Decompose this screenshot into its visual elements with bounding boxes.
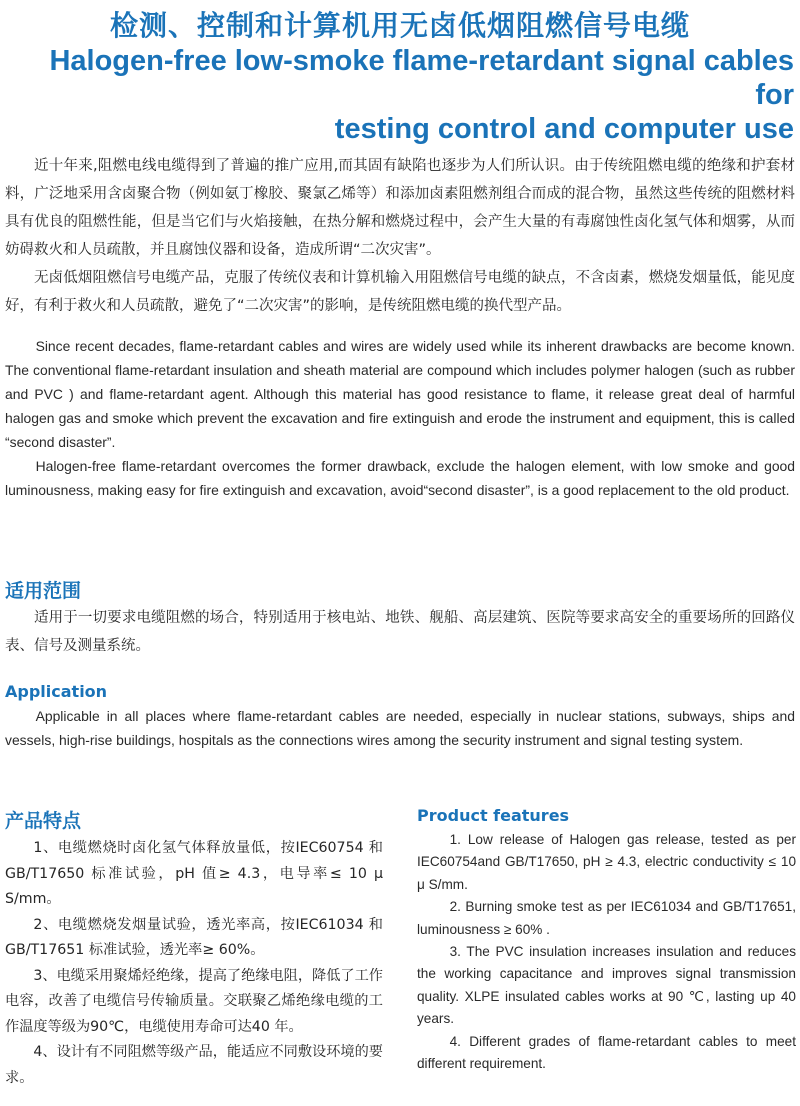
page-title-cn: 检测、控制和计算机用无卤低烟阻燃信号电缆	[109, 9, 690, 42]
feature-item-en-3: 3. The PVC insulation increases insulation and reduces the working capacitance and improves signal transmission quality. XLPE insulated cables works at 90 ℃, lasting up 40 years.	[417, 944, 796, 1027]
intro-cn-paragraph-1: 近十年来,阻燃电线电缆得到了普遍的推广应用,而其固有缺陷也逐步为人们所认识。由于传统阻燃电缆的绝缘和护套材料，广泛地采用含卤聚合物（例如氨丁橡胶、聚氯乙烯等）和添加卤素阻燃剂组合而成的混合物，虽然这些传统的阻燃材料具有优良的阻燃性能，但是当它们与火焰接触，在热分解和燃烧过程中，会产生大量的有毒腐蚀性卤化氢气体和烟雾，从而妨碍救火和人员疏散，并且腐蚀仪器和设备，造成所谓“二次灾害”。	[5, 158, 795, 258]
feature-item-en-2: 2. Burning smoke test as per IEC61034 and GB/T17651, luminousness ≥ 60% .	[417, 899, 796, 937]
application-text-cn: 适用于一切要求电缆阻燃的场合，特别适用于核电站、地铁、舰船、高层建筑、医院等要求高安全的重要场所的回路仪表、信号及测量系统。	[5, 610, 795, 654]
intro-en-paragraph-2: Halogen-free flame-retardant overcomes the former drawback, exclude the halogen element, with low smoke and good luminousness, making easy for fire extinguish and excavation, avoid“second disaster”, is a good replacement to the old product.	[5, 458, 795, 498]
feature-item-en-1: 1. Low release of Halogen gas release, tested as per IEC60754and GB/T17650, pH ≥ 4.3, electric conductivity ≤ 10 μ S/mm.	[417, 832, 796, 892]
page-title-en-line1: Halogen-free low-smoke flame-retardant signal cables for	[49, 45, 794, 111]
features-heading-en: Product features	[417, 806, 570, 825]
features-list-cn	[5, 836, 383, 1091]
feature-item-cn-3: 3、电缆采用聚烯烃绝缘，提高了绝缘电阻，降低了工作电容，改善了电缆信号传输质量。交联聚乙烯绝缘电缆的工作温度等级为90℃，电缆使用寿命可达40 年。	[5, 967, 383, 1035]
feature-item-cn-1: 1、电缆燃烧时卤化氢气体释放量低，按IEC60754 和 GB/T17650 标准试验，pH 值≥ 4.3，电导率≤ 10 μ S/mm。	[5, 840, 383, 907]
application-heading-cn: 适用范围	[5, 580, 82, 602]
feature-item-en-4: 4. Different grades of flame-retardant cables to meet different requirement.	[417, 1033, 796, 1072]
application-heading-en: Application	[5, 682, 108, 701]
feature-item-cn-2: 2、电缆燃烧发烟量试验，透光率高，按IEC61034 和 GB/T17651 标准试验，透光率≥ 60%。	[5, 916, 383, 958]
feature-item-cn-4: 4、设计有不同阻燃等级产品，能适应不同敷设环境的要求。	[5, 1044, 383, 1086]
page-title-en	[14, 44, 794, 146]
features-list-en	[417, 829, 796, 1075]
page-title-en-line2: testing control and computer use	[334, 113, 794, 145]
intro-en-paragraph-1: Since recent decades, flame-retardant cables and wires are widely used while its inherent drawbacks are become known. The conventional flame-retardant insulation and sheath material are compound which includes polymer halogen (such as rubber and PVC ) and flame-retardant agent. Although this material has good resistance to flame, it release great deal of harmful halogen gas and smoke which prevent the excavation and fire extinguish and erode the instrument and equipment, this is called “second disaster”.	[5, 338, 795, 450]
application-text-en: Applicable in all places where flame-retardant cables are needed, especially in nuclear stations, subways, ships and vessels, high-rise buildings, hospitals as the connections wires among the security instrument and signal testing system.	[5, 708, 795, 748]
features-heading-cn: 产品特点	[5, 810, 82, 832]
intro-cn-paragraph-2: 无卤低烟阻燃信号电缆产品，克服了传统仪表和计算机输入用阻燃信号电缆的缺点，不含卤素，燃烧发烟量低，能见度好，有利于救火和人员疏散，避免了“二次灾害”的影响，是传统阻燃电缆的换代型产品。	[5, 270, 795, 314]
